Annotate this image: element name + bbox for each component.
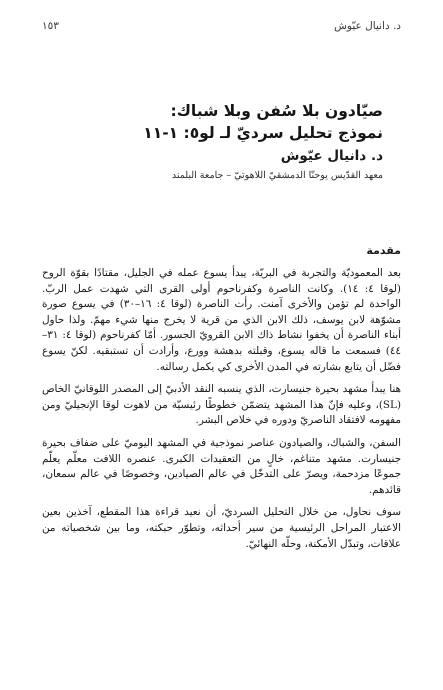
paragraph: بعد المعموديّة والتجربة في البريّة، يبدأ يسوع عمله في الجليل، مقتادًا بقوّة الروح (لوقا ٤: ١٤). وكانت الناصرة وكفرناحوم أولى القرى التي شهدت عمل الربّ. الواحدة لم تؤمن والأخرى آمنت. رأت الناصرة (لوقا ٤: ١٦–٣٠) في يسوع صورة مشوّهة لابن يوسف، ذلك الابن الذي من قرية لا يخرج منها شيء مهمّ. ولذا حاول أبناء الناصرة أن يخفوا نشاط ذاك الابن القرويّ الجسور. أمّا كفرناحوم (لوقا ٤: ٣١–٤٤) فسمعت ما قاله يسوع، وقبلته بدهشة وورع، وأرادت أن تستبقيه. لكنّ يسوع فضّل أن يتابع بشارته في المدن الأخرى كي يكمل رسالته. bbox=[42, 267, 401, 373]
author-affiliation: معهد القدّيس يوحنّا الدمشقيّ اللاهوتيّ – جامعة البلمند bbox=[171, 170, 383, 181]
title-block bbox=[83, 100, 383, 184]
article-title-line-1: صيّادون بلا سُفن وبلا شباك: bbox=[170, 102, 383, 120]
paragraph: هنا يبدأ مشهد بحيرة جنيسارت، الذي ينسبه النقد الأدبيّ إلى المصدر اللوقانيّ الخاص (SL)، وعليه فإنّ هذا المشهد يتضمّن خطوطًا رئيسيّة من لاهوت لوقا الإنجيليّ ومن مفهومه لافتقاد الناصريّ ودوره في خلاص البشر. bbox=[42, 383, 401, 427]
body-text bbox=[42, 266, 401, 559]
article-title-line-2: نموذج تحليل سرديّ لـ لو٥: ١-١١ bbox=[143, 124, 383, 142]
paragraph: السفن، والشباك، والصيادون عناصر نموذجية في المشهد اليوميّ على ضفاف بحيرة جنيسارت. مشهد متناغم، خالٍ من التعقيدات الكبرى. عنصره اللافت معلّم يعلّم جموعًا مزدحمة، ويصرّ على التدخّل في عالم الصيادين، وخصوصًا في عالم سمعان، قائدهم. bbox=[42, 436, 401, 496]
running-head bbox=[42, 20, 401, 36]
article-author: د. دانيال عيّوش bbox=[280, 148, 383, 164]
section-heading: مقدمة bbox=[366, 244, 401, 257]
page-number: ١٥٣ bbox=[42, 20, 59, 32]
running-head-author: د. دانيال عيّوش bbox=[334, 20, 401, 32]
paragraph: سوف نحاول، من خلال التحليل السرديّ، أن نعيد قراءة هذا المقطع، آخذين بعين الاعتبار المراحل الرئيسية من سير أحداثه، وتطوّر حبكته، وما بين شخصياته من علاقات، وتبدّل الأمكنة، وحلّه النهائيّ. bbox=[42, 506, 401, 550]
